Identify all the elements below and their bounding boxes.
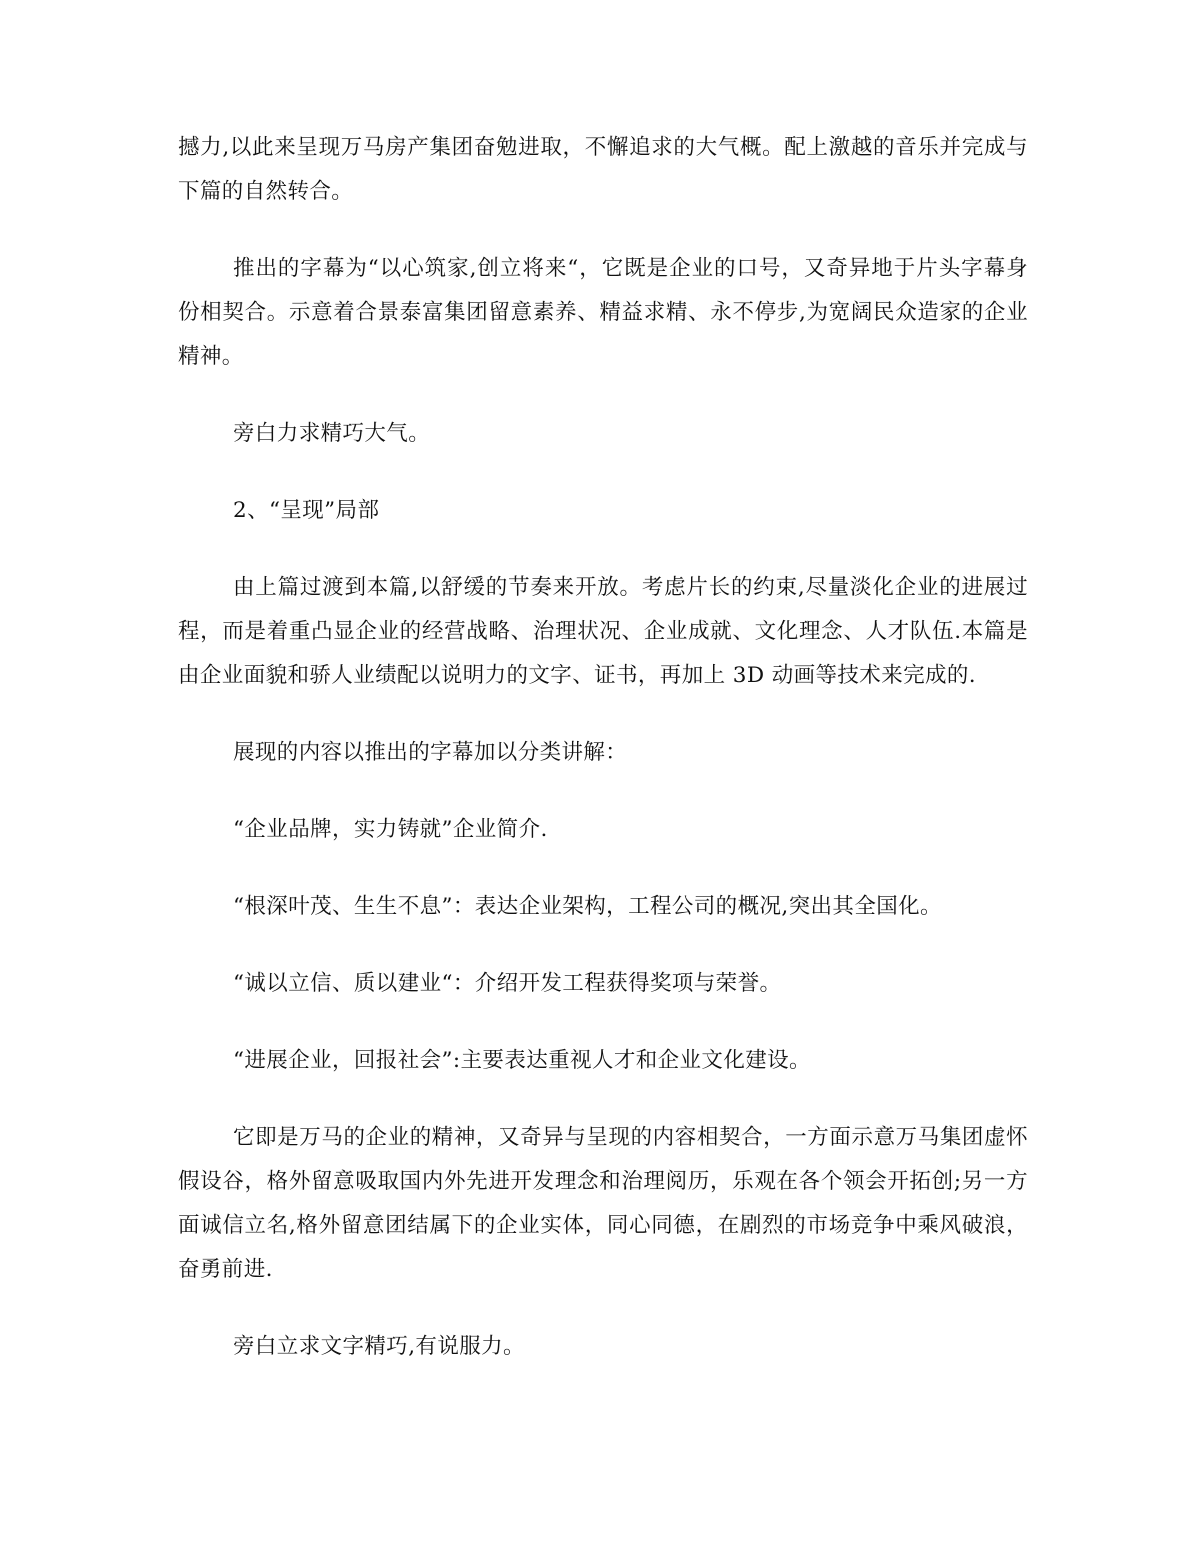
caption-item-4: “进展企业，回报社会”:主要表达重视人才和企业文化建设。 <box>233 1048 811 1073</box>
paragraph-3: 旁白力求精巧大气。 <box>233 421 431 446</box>
paragraph-6: 展现的内容以推出的字幕加以分类讲解： <box>233 740 628 765</box>
caption-item-1: “企业品牌，实力铸就”企业简介. <box>233 817 548 842</box>
document-page <box>178 126 1028 1402</box>
caption-item-2: “根深叶茂、生生不息”：表达企业架构，工程公司的概况,突出其全国化。 <box>233 894 942 919</box>
paragraph-5: 由上篇过渡到本篇,以舒缓的节奏来开放。考虑片长的约束,尽量淡化企业的进展过程，而是着重凸显企业的经营战略、治理状况、企业成就、文化理念、人才队伍.本篇是由企业面貌和骄人业绩配以说明力的文字、证书，再加上 3D 动画等技术来完成的. <box>178 575 1028 688</box>
paragraph-1: 撼力,以此来呈现万马房产集团奋勉进取，不懈追求的大气概。配上激越的音乐并完成与下篇的自然转合。 <box>178 135 1028 204</box>
paragraph-2: 推出的字幕为“以心筑家,创立将来“，它既是企业的口号，又奇异地于片头字幕身份相契合。示意着合景泰富集团留意素养、精益求精、永不停步,为宽阔民众造家的企业精神。 <box>178 256 1028 369</box>
paragraph-12: 旁白立求文字精巧,有说服力。 <box>233 1334 525 1359</box>
section-heading: 2、“呈现”局部 <box>233 498 380 523</box>
caption-item-3: “诚以立信、质以建业“：介绍开发工程获得奖项与荣誉。 <box>233 971 782 996</box>
paragraph-11: 它即是万马的企业的精神，又奇异与呈现的内容相契合，一方面示意万马集团虚怀假设谷，格外留意吸取国内外先进开发理念和治理阅历，乐观在各个领会开拓创;另一方面诚信立名,格外留意团结属下的企业实体，同心同德，在剧烈的市场竞争中乘风破浪，奋勇前进. <box>178 1125 1028 1282</box>
